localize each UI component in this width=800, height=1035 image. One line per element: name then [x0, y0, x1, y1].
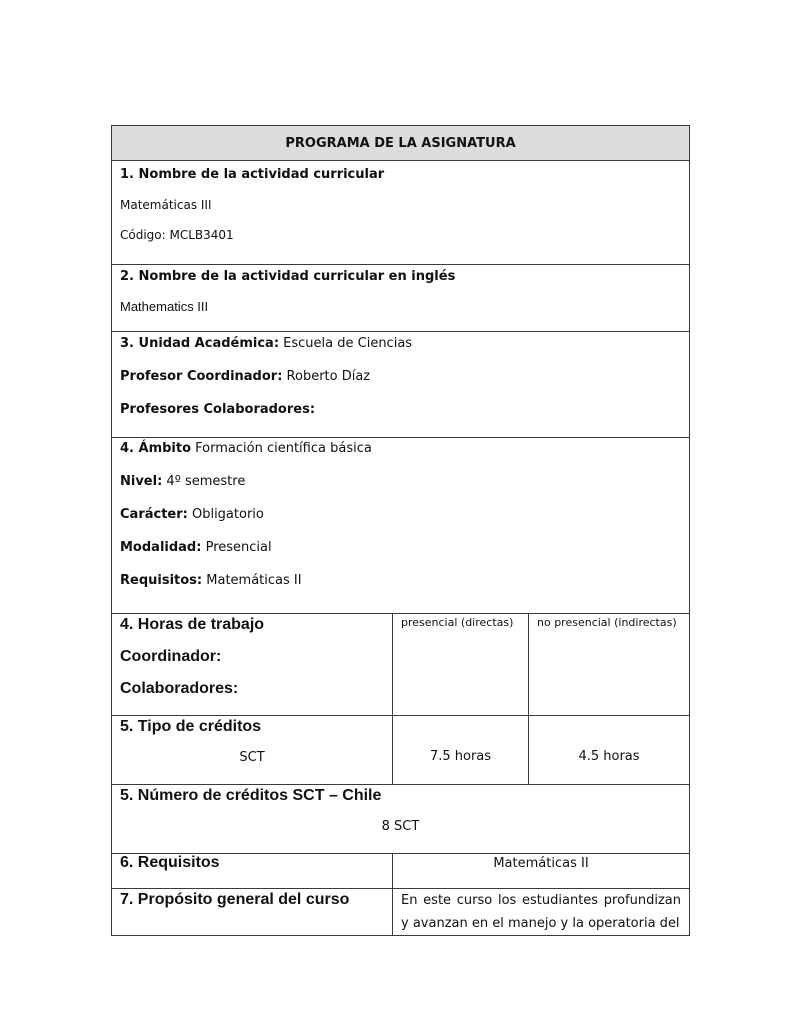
creditos-row	[112, 716, 690, 785]
requisitos-value: Matemáticas II	[202, 573, 302, 588]
horas-colaboradores: Colaboradores:	[120, 680, 239, 697]
coordinador-label: Profesor Coordinador:	[120, 369, 283, 384]
course-name: Matemáticas III	[120, 198, 212, 212]
ambito-value: Formación científica básica	[191, 441, 372, 456]
table-header: PROGRAMA DE LA ASIGNATURA	[112, 126, 690, 161]
horas-row	[112, 614, 690, 716]
nivel-value: 4º semestre	[162, 474, 246, 489]
horas-coordinador: Coordinador:	[120, 648, 222, 665]
col-presencial-header: presencial (directas)	[401, 616, 514, 629]
requisitos-label: Requisitos:	[120, 573, 203, 588]
numero-value: 8 SCT	[381, 819, 420, 834]
section-3-row	[112, 332, 690, 438]
section-2-row	[112, 265, 690, 332]
caracter-value: Obligatorio	[187, 507, 264, 522]
creditos-tipo: SCT	[239, 750, 265, 765]
section-1-title: 1. Nombre de la actividad curricular	[120, 167, 385, 182]
creditos-presencial: 7.5 horas	[393, 716, 529, 785]
coordinador-value: Roberto Díaz	[282, 369, 371, 384]
ambito-label: 4. Ámbito	[120, 441, 192, 456]
numero-title: 5. Número de créditos SCT – Chile	[120, 787, 382, 804]
nivel-label: Nivel:	[120, 474, 163, 489]
requisitos-title: 6. Requisitos	[120, 854, 220, 871]
section-2-title: 2. Nombre de la actividad curricular en inglés	[120, 269, 456, 284]
caracter-label: Carácter:	[120, 507, 188, 522]
english-name: Mathematics III	[120, 299, 209, 314]
course-program-table	[111, 125, 690, 936]
proposito-value: En este curso los estudiantes profundizan y avanzan en el manejo y la operatoria del	[393, 889, 690, 936]
modalidad-value: Presencial	[201, 540, 272, 555]
unidad-value: Escuela de Ciencias	[279, 336, 413, 351]
numero-creditos-row	[112, 785, 690, 854]
horas-title: 4. Horas de trabajo	[120, 616, 265, 633]
creditos-title: 5. Tipo de créditos	[120, 718, 262, 735]
unidad-label: 3. Unidad Académica:	[120, 336, 280, 351]
col-no-presencial-header: no presencial (indirectas)	[537, 616, 677, 629]
section-1-row	[112, 161, 690, 265]
requisitos-value: Matemáticas II	[393, 854, 690, 889]
proposito-row	[112, 889, 690, 936]
requisitos-row	[112, 854, 690, 889]
section-4-row	[112, 438, 690, 614]
modalidad-label: Modalidad:	[120, 540, 202, 555]
course-code: Código: MCLB3401	[120, 228, 234, 242]
proposito-title: 7. Propósito general del curso	[120, 891, 350, 908]
creditos-no-presencial: 4.5 horas	[529, 716, 690, 785]
colaboradores-label: Profesores Colaboradores:	[120, 402, 316, 417]
